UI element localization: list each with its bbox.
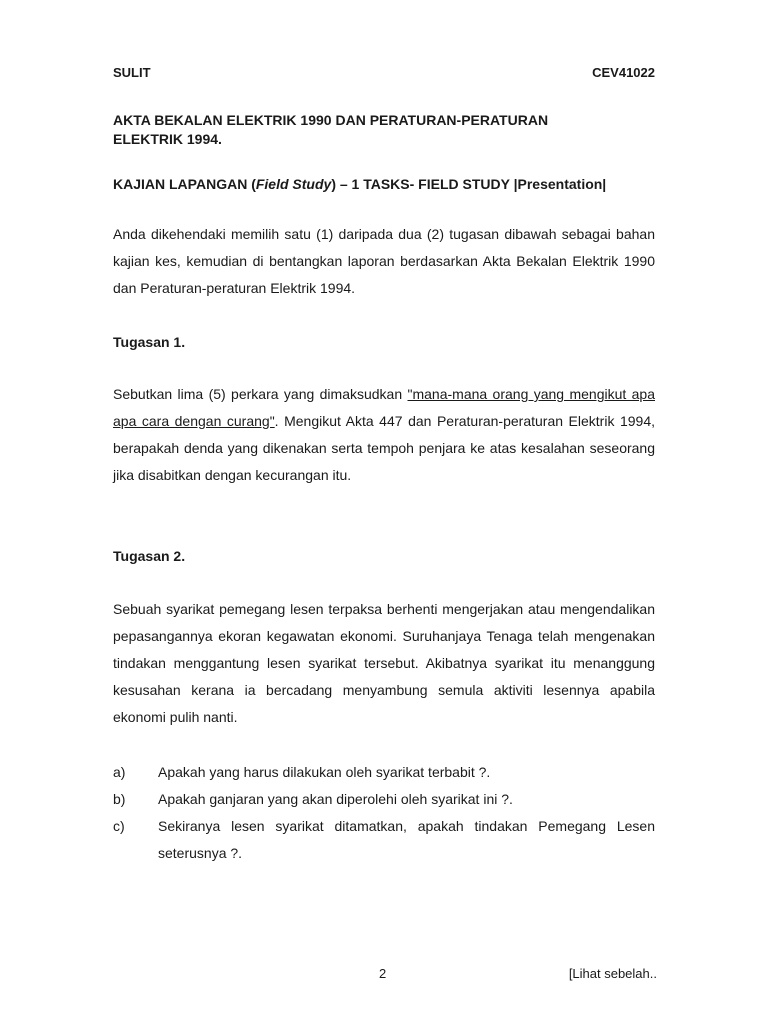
page-number: 2 <box>379 966 387 981</box>
list-item-text: Apakah ganjaran yang akan diperolehi oleh syarikat ini ?. <box>158 791 513 807</box>
list-marker: a) <box>113 764 126 780</box>
list-item <box>113 759 655 786</box>
document-title-line1: AKTA BEKALAN ELEKTRIK 1990 DAN PERATURAN-PERATURAN <box>113 112 549 128</box>
document-subtitle <box>113 175 673 194</box>
list-marker: c) <box>113 818 125 834</box>
subtitle-italic: Field Study <box>255 176 332 192</box>
task1-underlined-quote: "mana-mana orang yang mengikut apa apa cara dengan curang" <box>113 386 655 429</box>
list-marker: b) <box>113 791 126 807</box>
list-item <box>113 813 655 867</box>
course-code: CEV41022 <box>592 65 655 80</box>
task1-text-before: Sebutkan lima (5) perkara yang dimaksudkan <box>113 386 408 402</box>
list-item <box>113 786 655 813</box>
list-item-text: Sekiranya lesen syarikat ditamatkan, apakah tindakan Pemegang Lesen seterusnya ?. <box>158 818 655 861</box>
task1-paragraph <box>113 381 655 489</box>
footer-see-next: [Lihat sebelah.. <box>568 966 657 981</box>
subtitle-prefix: KAJIAN LAPANGAN ( <box>113 176 256 192</box>
task1-heading: Tugasan 1. <box>113 334 186 350</box>
intro-paragraph: Anda dikehendaki memilih satu (1) daripada dua (2) tugasan dibawah sebagai bahan kajian kes, kemudian di bentangkan laporan berdasarkan Akta Bekalan Elektrik 1990 dan Peraturan-peraturan Elektrik 1994. <box>113 226 655 296</box>
task1-text-after: . Mengikut Akta 447 dan Peraturan-peraturan Elektrik 1994, berapakah denda yang dikenakan serta tempoh penjara ke atas kesalahan seseorang jika disabitkan dengan kecurangan itu. <box>113 413 656 483</box>
task2-paragraph: Sebuah syarikat pemegang lesen terpaksa berhenti mengerjakan atau mengendalikan pepasangannya ekoran kegawatan ekonomi. Suruhanjaya Tenaga telah mengenakan tindakan menggantung lesen syarikat tersebut. Akibatnya syarikat itu menanggung kesusahan kerana ia bercadang menyambung semula aktiviti lesennya apabila ekonomi pulih nanti. <box>113 601 655 725</box>
task2-heading: Tugasan 2. <box>113 548 186 564</box>
task2-question-list <box>113 759 655 867</box>
document-title-line2: ELEKTRIK 1994. <box>113 131 222 147</box>
list-item-text: Apakah yang harus dilakukan oleh syarikat terbabit ?. <box>158 764 491 780</box>
subtitle-suffix: ) – 1 TASKS- FIELD STUDY |Presentation| <box>331 176 607 192</box>
classification-label: SULIT <box>113 65 151 80</box>
document-title <box>113 111 633 149</box>
